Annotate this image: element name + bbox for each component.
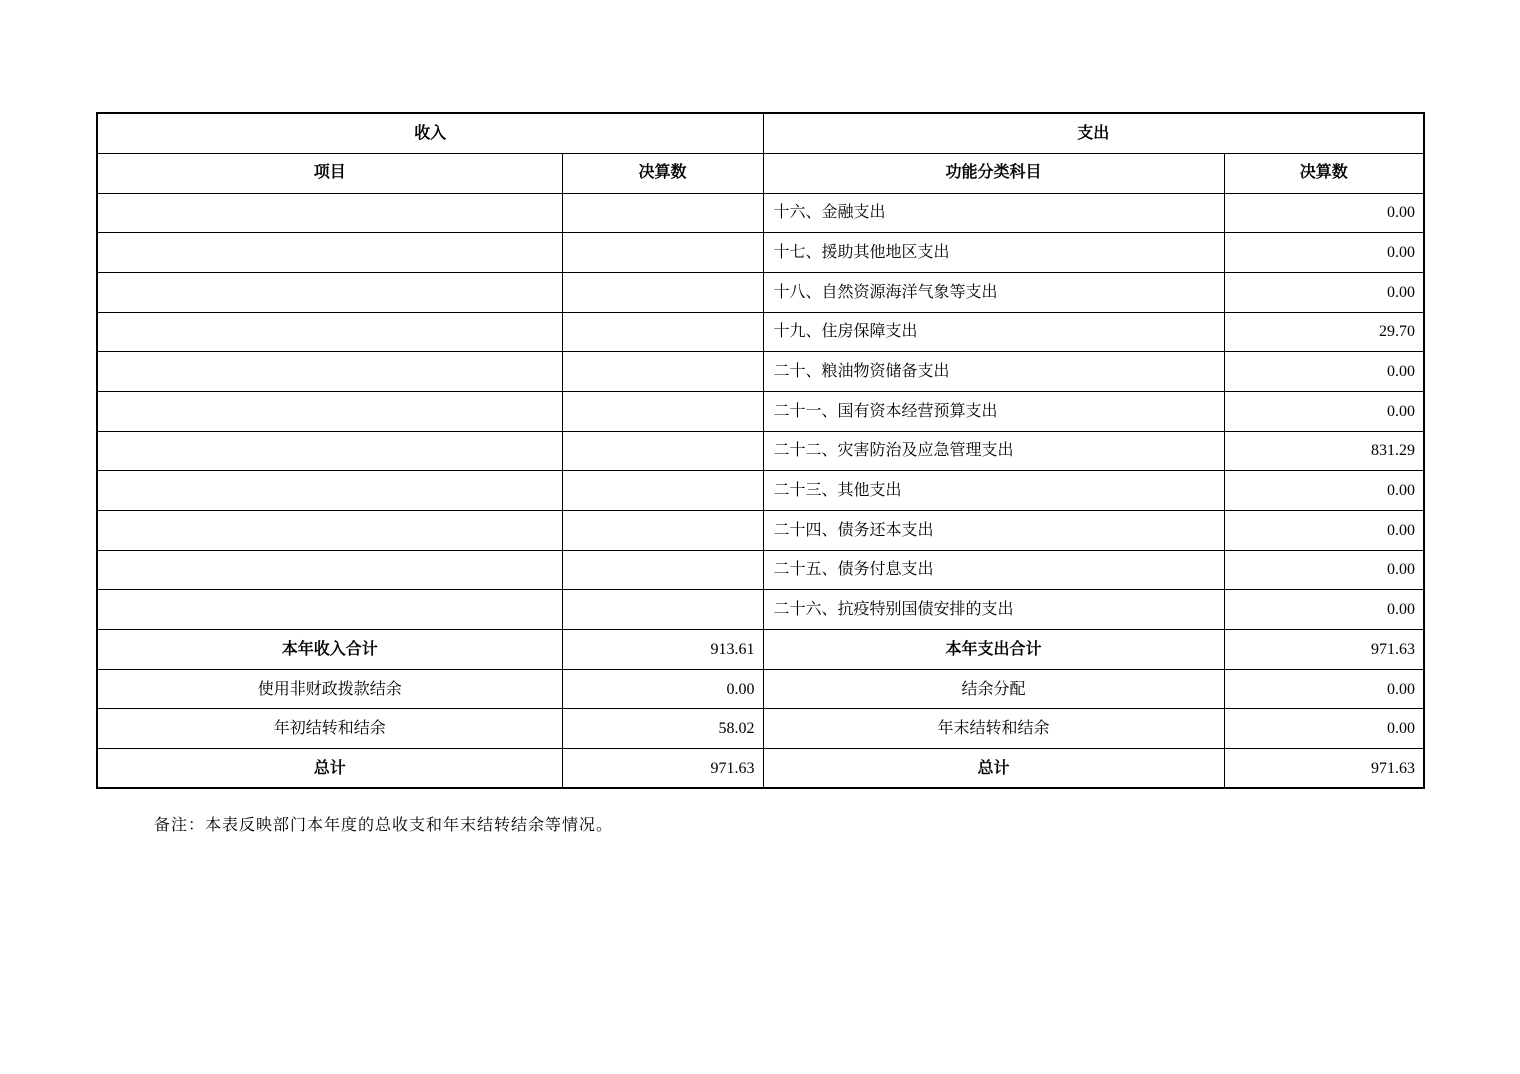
income-amount-cell [562, 431, 763, 471]
expenditure-grand-total-value: 971.63 [1224, 749, 1424, 789]
expenditure-item-cell: 二十四、债务还本支出 [763, 511, 1224, 551]
expenditure-total-label: 本年支出合计 [763, 630, 1224, 670]
table-row [97, 391, 1424, 431]
summary-row-total-current-year [97, 630, 1424, 670]
income-total-label: 本年收入合计 [97, 630, 562, 670]
income-nonfiscal-surplus-value: 0.00 [562, 669, 763, 709]
income-item-cell [97, 511, 562, 551]
final-accounts-balance-table [96, 112, 1425, 789]
income-item-cell [97, 272, 562, 312]
expenditure-item-cell: 十九、住房保障支出 [763, 312, 1224, 352]
income-item-cell [97, 550, 562, 590]
summary-row-carryover [97, 709, 1424, 749]
table-row [97, 312, 1424, 352]
income-total-value: 913.61 [562, 630, 763, 670]
expenditure-item-column-header: 功能分类科目 [763, 153, 1224, 193]
table-row [97, 550, 1424, 590]
income-grand-total-value: 971.63 [562, 749, 763, 789]
income-amount-cell [562, 471, 763, 511]
income-amount-cell [562, 312, 763, 352]
expenditure-item-cell: 二十二、灾害防治及应急管理支出 [763, 431, 1224, 471]
expenditure-item-cell: 十六、金融支出 [763, 193, 1224, 233]
income-item-cell [97, 352, 562, 392]
table-row [97, 471, 1424, 511]
income-item-cell [97, 471, 562, 511]
income-item-cell [97, 431, 562, 471]
table-note: 备注：本表反映部门本年度的总收支和年末结转结余等情况。 [154, 817, 614, 834]
income-amount-cell [562, 511, 763, 551]
income-amount-cell [562, 352, 763, 392]
income-item-cell [97, 233, 562, 273]
expenditure-amount-cell: 0.00 [1224, 193, 1424, 233]
income-amount-column-header: 决算数 [562, 153, 763, 193]
expenditure-item-cell: 十八、自然资源海洋气象等支出 [763, 272, 1224, 312]
income-item-column-header: 项目 [97, 153, 562, 193]
table-row [97, 511, 1424, 551]
table-row [97, 352, 1424, 392]
income-carryover-begin-label: 年初结转和结余 [97, 709, 562, 749]
expenditure-carryover-end-value: 0.00 [1224, 709, 1424, 749]
expenditure-amount-cell: 0.00 [1224, 391, 1424, 431]
income-amount-cell [562, 550, 763, 590]
income-amount-cell [562, 233, 763, 273]
summary-row-grand-total [97, 749, 1424, 789]
expenditure-item-cell: 二十、粮油物资储备支出 [763, 352, 1224, 392]
expenditure-item-cell: 二十六、抗疫特别国债安排的支出 [763, 590, 1224, 630]
expenditure-amount-cell: 0.00 [1224, 471, 1424, 511]
expenditure-section-title: 支出 [763, 113, 1424, 153]
expenditure-item-cell: 二十三、其他支出 [763, 471, 1224, 511]
table-row [97, 590, 1424, 630]
income-item-cell [97, 391, 562, 431]
income-amount-cell [562, 193, 763, 233]
income-item-cell [97, 193, 562, 233]
income-section-title: 收入 [97, 113, 763, 153]
expenditure-amount-cell: 29.70 [1224, 312, 1424, 352]
expenditure-item-cell: 二十五、债务付息支出 [763, 550, 1224, 590]
expenditure-item-cell: 十七、援助其他地区支出 [763, 233, 1224, 273]
expenditure-amount-cell: 831.29 [1224, 431, 1424, 471]
column-header-row [97, 153, 1424, 193]
income-item-cell [97, 312, 562, 352]
expenditure-amount-column-header: 决算数 [1224, 153, 1424, 193]
expenditure-surplus-distribution-label: 结余分配 [763, 669, 1224, 709]
expenditure-carryover-end-label: 年末结转和结余 [763, 709, 1224, 749]
expenditure-total-value: 971.63 [1224, 630, 1424, 670]
income-amount-cell [562, 391, 763, 431]
income-item-cell [97, 590, 562, 630]
expenditure-amount-cell: 0.00 [1224, 511, 1424, 551]
table-row [97, 233, 1424, 273]
section-header-row [97, 113, 1424, 153]
expenditure-amount-cell: 0.00 [1224, 590, 1424, 630]
table-row [97, 272, 1424, 312]
expenditure-amount-cell: 0.00 [1224, 233, 1424, 273]
income-nonfiscal-surplus-label: 使用非财政拨款结余 [97, 669, 562, 709]
expenditure-amount-cell: 0.00 [1224, 550, 1424, 590]
expenditure-amount-cell: 0.00 [1224, 352, 1424, 392]
expenditure-amount-cell: 0.00 [1224, 272, 1424, 312]
income-amount-cell [562, 272, 763, 312]
expenditure-grand-total-label: 总计 [763, 749, 1224, 789]
table-row [97, 431, 1424, 471]
summary-row-nonfiscal-surplus [97, 669, 1424, 709]
income-amount-cell [562, 590, 763, 630]
income-grand-total-label: 总计 [97, 749, 562, 789]
expenditure-surplus-distribution-value: 0.00 [1224, 669, 1424, 709]
income-carryover-begin-value: 58.02 [562, 709, 763, 749]
table-row [97, 193, 1424, 233]
expenditure-item-cell: 二十一、国有资本经营预算支出 [763, 391, 1224, 431]
